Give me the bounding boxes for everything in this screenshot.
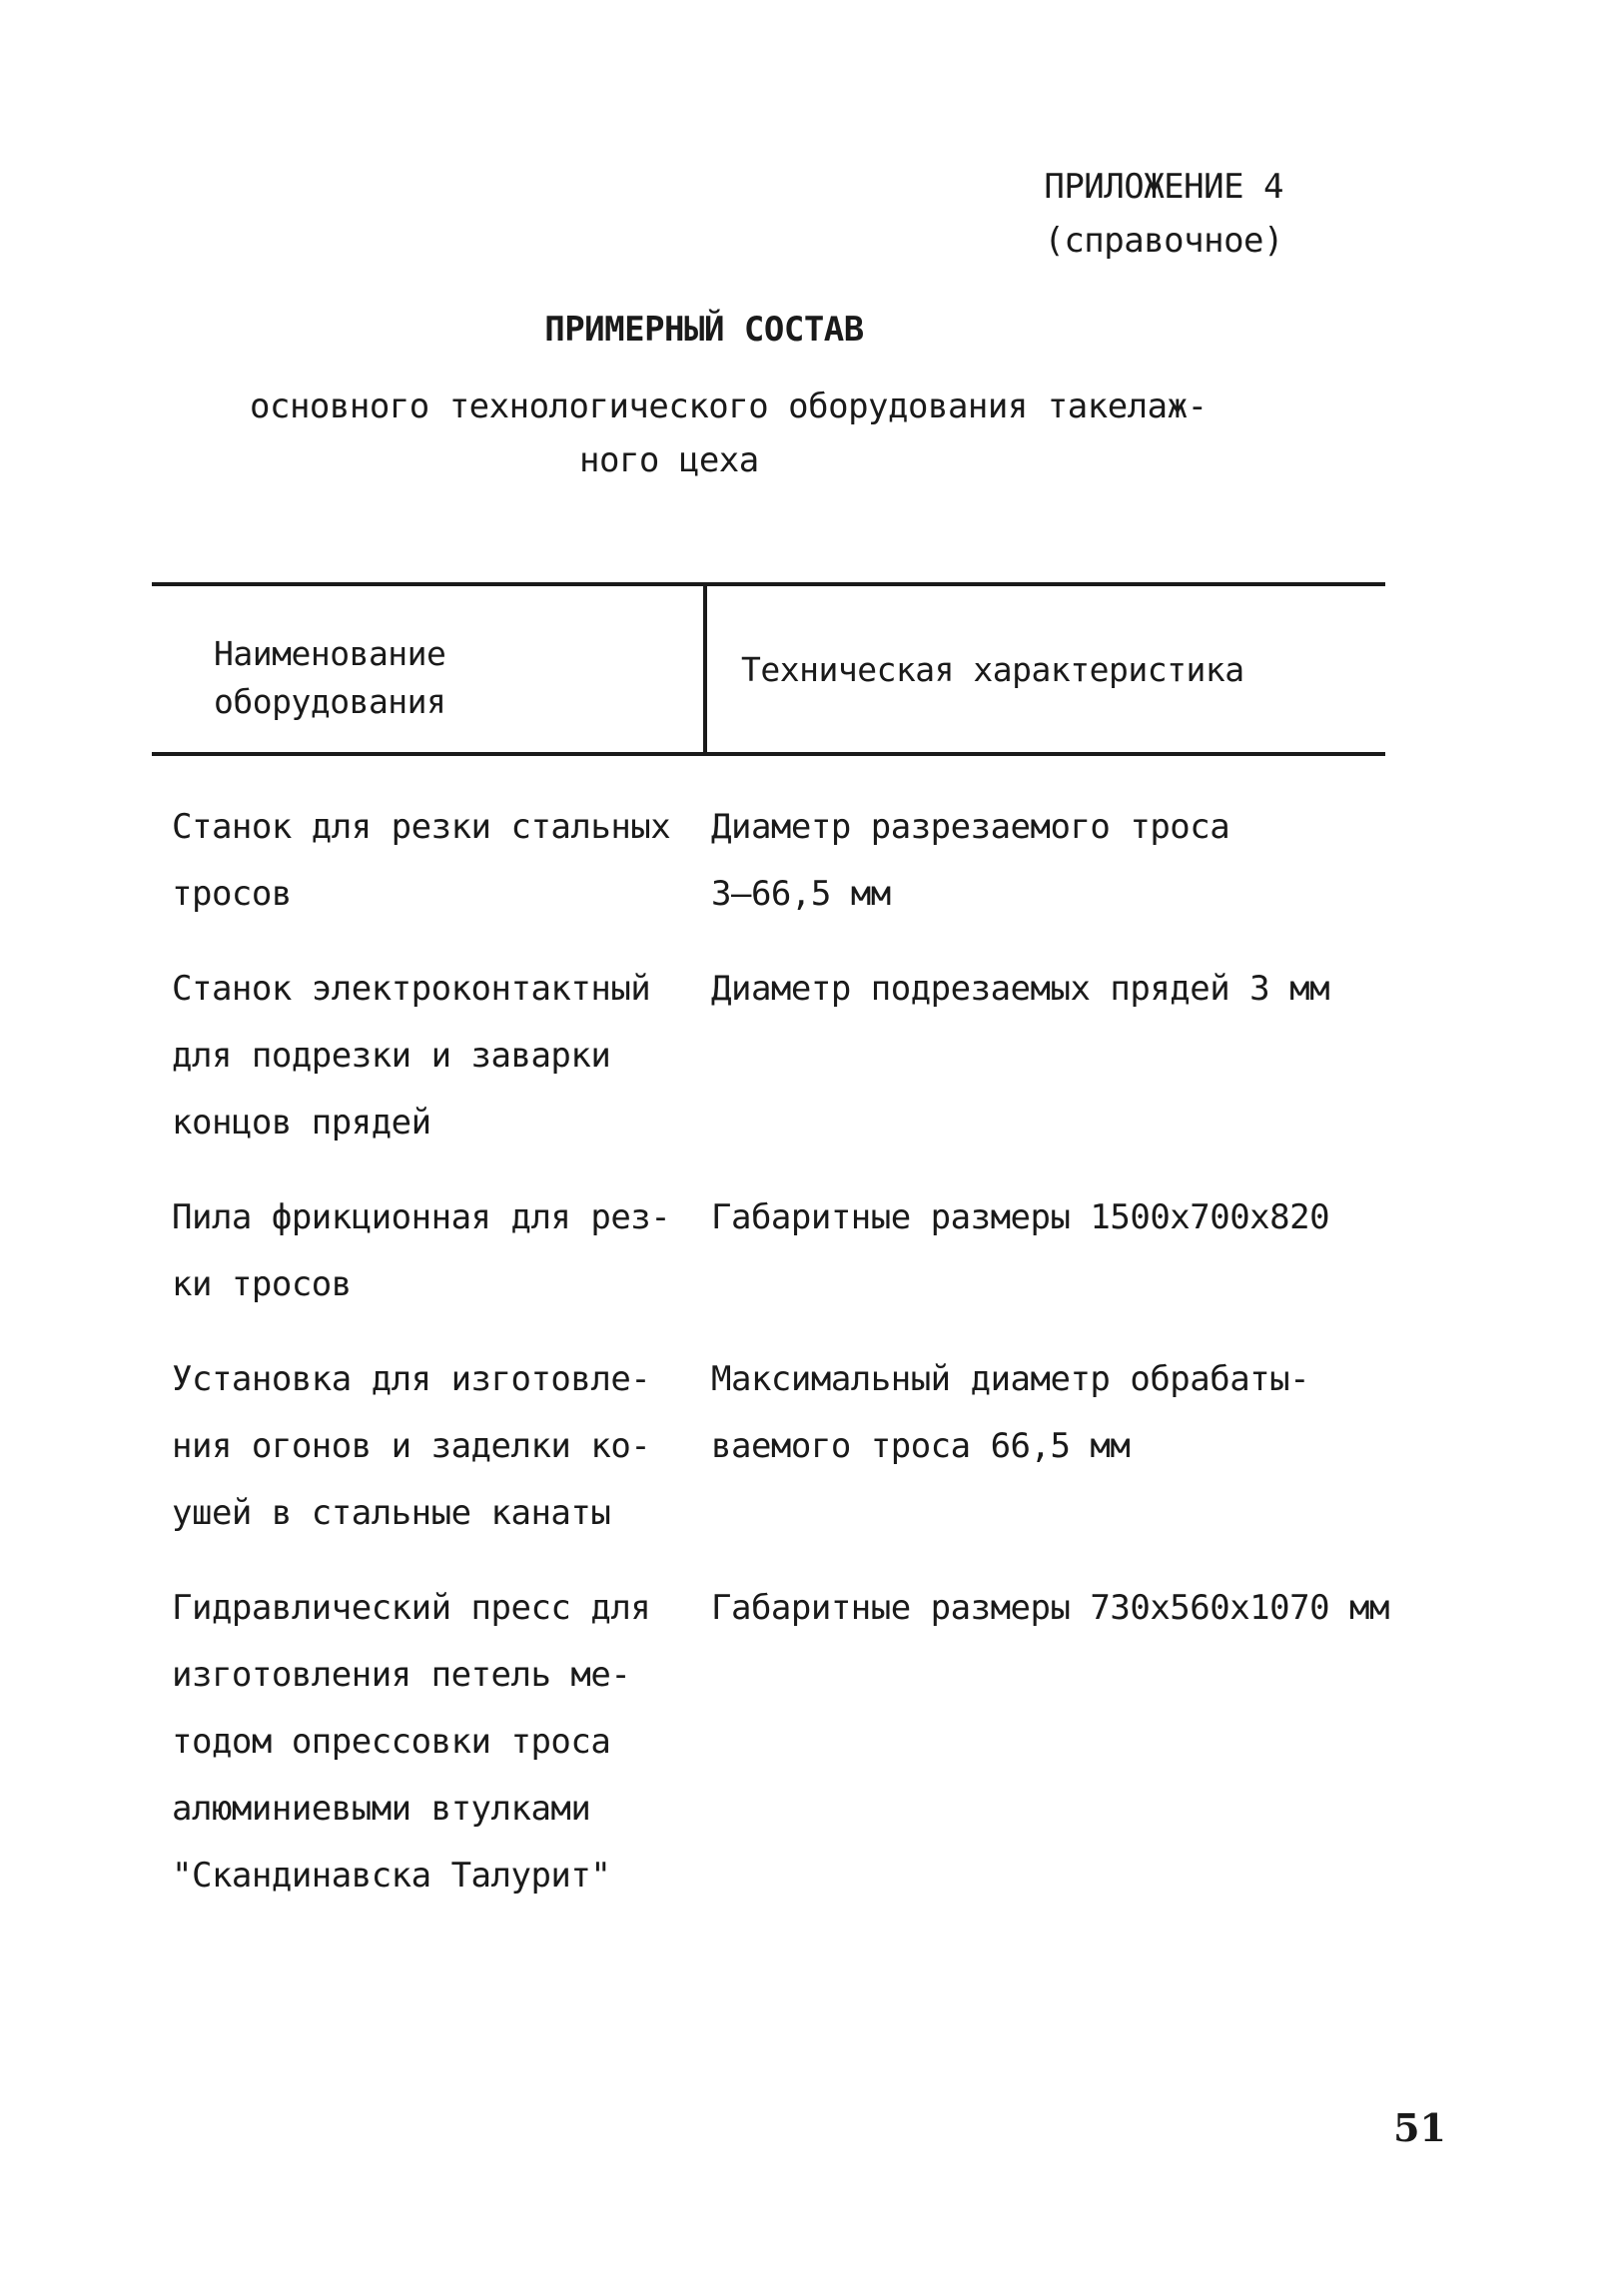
equipment-name [172,794,711,928]
name-line: алюминиевыми втулками [172,1789,591,1829]
name-line: тросов [172,874,292,914]
equipment-spec [711,1346,1430,1547]
equipment-name [172,1346,711,1547]
header-technical-spec: Техническая характеристика [741,650,1244,689]
table-row [172,1346,1460,1547]
header-equipment-name [214,630,683,726]
equipment-table-body [172,794,1460,1937]
name-line: "Скандинавска Талурит" [172,1856,611,1896]
table-row [172,1575,1460,1910]
equipment-spec [711,1575,1430,1910]
name-line: Пила фрикционная для рез- [172,1197,671,1237]
name-line: Установка для изготовле- [172,1359,651,1399]
spec-line: 3–66,5 мм [711,874,891,914]
table-row [172,956,1460,1156]
appendix-number: ПРИЛОЖЕНИЕ 4 [1044,167,1283,207]
name-line: Станок для резки стальных [172,807,671,847]
spec-line: Максимальный диаметр обрабаты- [711,1359,1310,1399]
name-line: концов прядей [172,1103,431,1143]
header-name-line-2: оборудования [214,682,446,721]
table-row [172,794,1460,928]
name-line: Гидравлический пресс для [172,1588,651,1628]
equipment-name [172,1184,711,1318]
name-line: тодом опрессовки троса [172,1722,611,1762]
equipment-spec [711,794,1430,928]
appendix-label [1044,160,1283,268]
spec-line: ваемого троса 66,5 мм [711,1426,1131,1466]
table-top-rule [152,582,1385,586]
document-subtitle [250,380,1248,487]
name-line: изготовления петель ме- [172,1655,631,1695]
name-line: ушей в стальные канаты [172,1493,611,1533]
table-row [172,1184,1460,1318]
header-name-line-1: Наименование [214,634,446,673]
spec-line: Габаритные размеры 1500х700х820 [711,1197,1330,1237]
name-line: ния огонов и заделки ко- [172,1426,651,1466]
name-line: для подрезки и заварки [172,1036,611,1076]
name-line: Станок электроконтактный [172,969,651,1009]
subtitle-line-2: ного цеха [579,440,759,480]
table-header-rule [152,752,1385,756]
equipment-spec [711,956,1430,1156]
spec-line: Диаметр подрезаемых прядей 3 мм [711,969,1330,1009]
table-column-divider [703,582,707,756]
equipment-name [172,956,711,1156]
page-number: 51 [1393,2105,1446,2150]
equipment-name [172,1575,711,1910]
spec-line: Габаритные размеры 730х560х1070 мм [711,1588,1389,1628]
equipment-spec [711,1184,1430,1318]
document-title: ПРИМЕРНЫЙ СОСТАВ [544,310,864,350]
appendix-type: (справочное) [1044,221,1283,261]
subtitle-line-1: основного технологического оборудования такелаж- [250,386,1208,426]
spec-line: Диаметр разрезаемого троса [711,807,1230,847]
name-line: ки тросов [172,1264,352,1304]
